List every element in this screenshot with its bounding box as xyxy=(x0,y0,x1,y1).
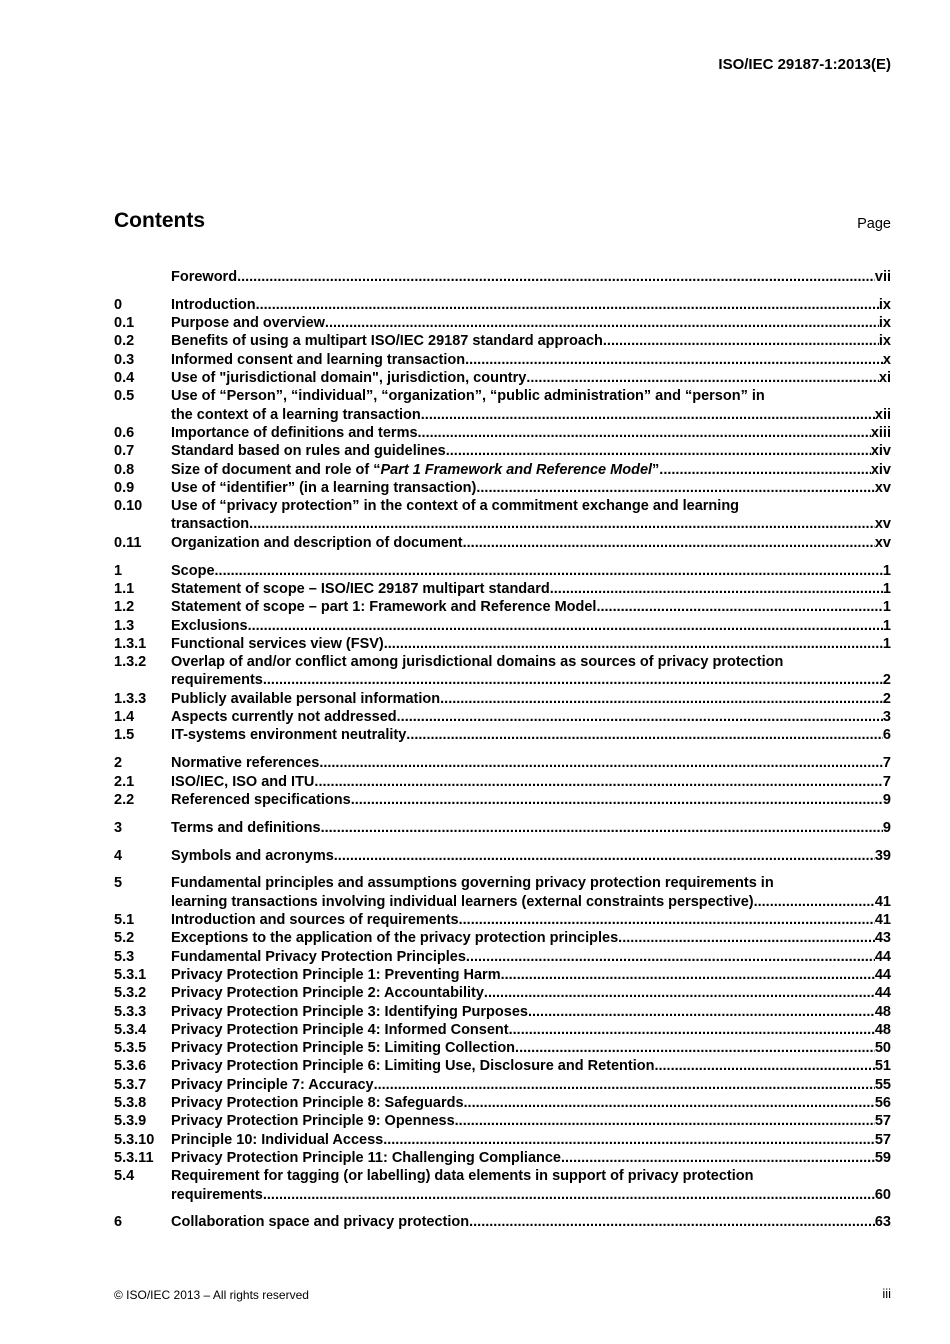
toc-dot-leader xyxy=(256,296,879,314)
toc-entry-number: 5.1 xyxy=(114,912,135,929)
toc-entry-page: x xyxy=(882,351,891,368)
toc-entry-number: 5.3.5 xyxy=(114,1040,147,1057)
toc-entry-number: 6 xyxy=(114,1214,123,1231)
toc-entry-page: 43 xyxy=(874,930,891,947)
toc-entry-number: 2 xyxy=(114,755,123,772)
toc-entry-page: 6 xyxy=(882,727,891,744)
toc-dot-leader xyxy=(509,1021,875,1039)
toc-dot-leader xyxy=(351,791,883,809)
toc-entry-title: Normative references xyxy=(171,755,320,772)
toc-entry-title: Symbols and acronyms xyxy=(171,847,334,864)
toc-entry-page: 48 xyxy=(874,1021,891,1038)
toc-entry-page: 57 xyxy=(874,1131,891,1148)
toc-entry[interactable] xyxy=(114,1167,891,1204)
toc-entry[interactable] xyxy=(114,479,891,497)
toc-dot-leader xyxy=(421,406,875,424)
toc-entry[interactable] xyxy=(114,754,891,772)
toc-entry-number: 2.1 xyxy=(114,773,135,790)
toc-entry-title: Privacy Protection Principle 4: Informed Consent xyxy=(171,1021,509,1038)
toc-entry-number: 1.3.2 xyxy=(114,654,147,671)
toc-dot-leader xyxy=(384,635,883,653)
toc-entry-title: Principle 10: Individual Access xyxy=(171,1131,384,1148)
toc-entry-page: 44 xyxy=(874,948,891,965)
toc-dot-leader xyxy=(418,424,871,442)
toc-dot-leader xyxy=(469,1213,875,1231)
toc-entry-page: xi xyxy=(878,370,891,387)
toc-dot-leader xyxy=(526,369,879,387)
toc-entry-number: 5.3.6 xyxy=(114,1058,147,1075)
toc-entry[interactable] xyxy=(114,369,891,387)
toc-entry-number: 5.4 xyxy=(114,1168,135,1185)
toc-entry[interactable] xyxy=(114,314,891,332)
toc-entry-number: 0.3 xyxy=(114,351,135,368)
toc-entry-page: 57 xyxy=(874,1113,891,1130)
toc-entry-page: 44 xyxy=(874,966,891,983)
toc-dot-leader xyxy=(334,847,875,865)
table-of-contents xyxy=(114,268,891,1232)
toc-entry-title: Introduction xyxy=(171,296,256,313)
toc-entry-page: 9 xyxy=(882,819,891,836)
toc-entry-title: Use of “identifier” (in a learning transaction) xyxy=(171,479,477,496)
toc-entry-number: 3 xyxy=(114,819,123,836)
toc-entry[interactable] xyxy=(114,847,891,865)
toc-entry-title: Standard based on rules and guidelines xyxy=(171,443,446,460)
toc-entry-title: transaction xyxy=(171,516,250,533)
toc-dot-leader xyxy=(561,1149,875,1167)
toc-dot-leader xyxy=(249,515,875,533)
toc-entry-page: 55 xyxy=(874,1076,891,1093)
toc-entry-title: Privacy Protection Principle 11: Challenging Compliance xyxy=(171,1149,561,1166)
toc-entry-title: learning transactions involving individual learners (external constraints perspective) xyxy=(171,893,754,910)
toc-entry[interactable] xyxy=(114,598,891,616)
toc-entry-page: 3 xyxy=(882,709,891,726)
toc-entry[interactable] xyxy=(114,1094,891,1112)
toc-entry-page: xii xyxy=(874,406,891,423)
page-column-label: Page xyxy=(857,216,891,232)
toc-entry[interactable] xyxy=(114,268,891,286)
toc-entry-title: Size of document and role of “Part 1 Framework and Reference Model” xyxy=(171,461,660,478)
toc-entry[interactable] xyxy=(114,984,891,1002)
toc-entry[interactable] xyxy=(114,874,891,911)
toc-entry-number: 0.5 xyxy=(114,388,135,405)
toc-dot-leader xyxy=(237,268,875,286)
toc-dot-leader xyxy=(325,314,879,332)
toc-entry-title: Privacy Principle 7: Accuracy xyxy=(171,1076,374,1093)
toc-entry-number: 0 xyxy=(114,296,123,313)
toc-entry-title: Privacy Protection Principle 1: Preventing Harm xyxy=(171,966,501,983)
toc-entry-title: Importance of definitions and terms xyxy=(171,424,418,441)
toc-entry[interactable] xyxy=(114,387,891,424)
toc-entry-title: Collaboration space and privacy protection xyxy=(171,1214,470,1231)
toc-entry-title: Foreword xyxy=(171,269,238,285)
toc-entry-page: ix xyxy=(878,296,891,313)
toc-entry-number: 5.3 xyxy=(114,948,135,965)
toc-entry-title: Scope xyxy=(171,562,215,579)
toc-dot-leader xyxy=(466,948,875,966)
toc-entry[interactable] xyxy=(114,819,891,837)
toc-dot-leader xyxy=(406,726,883,744)
toc-entry[interactable] xyxy=(114,296,891,314)
toc-entry-number: 5.3.7 xyxy=(114,1076,147,1093)
toc-entry-number: 1.3.3 xyxy=(114,690,147,707)
toc-entry[interactable] xyxy=(114,1131,891,1149)
toc-entry-page: 7 xyxy=(882,773,891,790)
toc-entry-page: 48 xyxy=(874,1003,891,1020)
toc-entry-page: xv xyxy=(874,534,891,551)
toc-entry[interactable] xyxy=(114,1039,891,1057)
toc-entry[interactable] xyxy=(114,1057,891,1075)
toc-entry-number: 0.11 xyxy=(114,534,142,551)
toc-entry-number: 1.5 xyxy=(114,727,135,744)
toc-entry-page: 44 xyxy=(874,985,891,1002)
toc-entry-page: 1 xyxy=(882,635,891,652)
toc-entry-title-line: Requirement for tagging (or labelling) data elements in support of privacy protection xyxy=(171,1168,754,1185)
toc-dot-leader xyxy=(618,929,875,947)
toc-entry-page: 56 xyxy=(874,1095,891,1112)
toc-entry-title: Terms and definitions xyxy=(171,819,321,836)
toc-entry[interactable] xyxy=(114,562,891,580)
toc-entry-page: 1 xyxy=(882,599,891,616)
toc-entry-title-line: Fundamental principles and assumptions governing privacy protection requirements in xyxy=(171,875,774,892)
toc-entry-number: 0.10 xyxy=(114,498,143,515)
toc-entry-title: Exclusions xyxy=(171,617,248,634)
toc-entry[interactable] xyxy=(114,690,891,708)
toc-entry-number: 5.3.9 xyxy=(114,1113,147,1130)
toc-entry-number: 0.8 xyxy=(114,461,135,478)
toc-dot-leader xyxy=(464,1094,875,1112)
toc-entry-title: Statement of scope – ISO/IEC 29187 multipart standard xyxy=(171,580,550,597)
toc-entry-title-line: Overlap of and/or conflict among jurisdictional domains as sources of privacy protection xyxy=(171,654,784,671)
toc-entry-page: 9 xyxy=(882,791,891,808)
toc-dot-leader xyxy=(515,1039,875,1057)
toc-entry[interactable] xyxy=(114,534,891,552)
toc-entry-page: 2 xyxy=(882,690,891,707)
toc-entry-number: 5.3.4 xyxy=(114,1021,147,1038)
toc-entry[interactable] xyxy=(114,791,891,809)
toc-dot-leader xyxy=(248,617,883,635)
toc-dot-leader xyxy=(484,984,875,1002)
toc-entry-page: 2 xyxy=(882,672,891,689)
copyright-notice: © ISO/IEC 2013 – All rights reserved xyxy=(114,1288,309,1302)
toc-entry-title: the context of a learning transaction xyxy=(171,406,421,423)
toc-entry-number: 5.3.10 xyxy=(114,1131,155,1148)
toc-entry-title: Privacy Protection Principle 3: Identifying Purposes xyxy=(171,1003,528,1020)
toc-entry-title: Functional services view (FSV) xyxy=(171,635,384,652)
toc-dot-leader xyxy=(374,1076,875,1094)
toc-entry-number xyxy=(114,268,171,286)
page-number: iii xyxy=(882,1286,891,1301)
toc-dot-leader xyxy=(476,479,875,497)
toc-dot-leader xyxy=(215,562,883,580)
toc-entry[interactable] xyxy=(114,929,891,947)
toc-entry-page: 1 xyxy=(882,562,891,579)
toc-dot-leader xyxy=(550,580,883,598)
toc-entry-page: 60 xyxy=(874,1186,891,1203)
toc-entry-number: 4 xyxy=(114,847,123,864)
toc-entry-number: 5.3.3 xyxy=(114,1003,147,1020)
toc-entry-number: 0.7 xyxy=(114,443,135,460)
toc-entry-title: requirements xyxy=(171,672,263,689)
toc-entry-page: 39 xyxy=(874,847,891,864)
toc-entry[interactable] xyxy=(114,726,891,744)
toc-entry-number: 5.2 xyxy=(114,930,135,947)
toc-entry-number: 0.9 xyxy=(114,479,135,496)
toc-entry-number: 0.2 xyxy=(114,333,135,350)
toc-entry-page: 7 xyxy=(882,755,891,772)
toc-dot-leader xyxy=(263,1186,875,1204)
toc-dot-leader xyxy=(459,911,875,929)
contents-heading: Contents xyxy=(114,209,205,232)
toc-entry[interactable] xyxy=(114,1149,891,1167)
toc-entry-number: 1 xyxy=(114,562,123,579)
toc-dot-leader xyxy=(397,708,883,726)
toc-entry-number: 5 xyxy=(114,875,123,892)
toc-entry-page: vii xyxy=(874,269,891,285)
toc-entry[interactable] xyxy=(114,1003,891,1021)
toc-entry-number: 0.6 xyxy=(114,424,135,441)
toc-dot-leader xyxy=(603,332,879,350)
toc-entry-page: 1 xyxy=(882,617,891,634)
toc-dot-leader xyxy=(463,534,875,552)
toc-entry[interactable] xyxy=(114,653,891,690)
toc-entry-title: Privacy Protection Principle 5: Limiting Collection xyxy=(171,1040,516,1057)
toc-entry[interactable] xyxy=(114,948,891,966)
toc-dot-leader xyxy=(659,461,871,479)
toc-entry-title: Introduction and sources of requirements xyxy=(171,912,459,929)
toc-entry-title: Statement of scope – part 1: Framework and Reference Model xyxy=(171,599,597,616)
toc-entry[interactable] xyxy=(114,1076,891,1094)
toc-entry[interactable] xyxy=(114,773,891,791)
toc-entry[interactable] xyxy=(114,1021,891,1039)
toc-entry[interactable] xyxy=(114,911,891,929)
toc-dot-leader xyxy=(754,893,875,911)
toc-entry-title: Privacy Protection Principle 8: Safeguards xyxy=(171,1095,464,1112)
toc-entry-title: Benefits of using a multipart ISO/IEC 29187 standard approach xyxy=(171,333,603,350)
toc-entry-title: Aspects currently not addressed xyxy=(171,709,397,726)
toc-entry[interactable] xyxy=(114,1213,891,1231)
toc-dot-leader xyxy=(446,442,871,460)
toc-entry-title: requirements xyxy=(171,1186,263,1203)
toc-entry-title: Organization and description of document xyxy=(171,534,463,551)
toc-entry-title: Referenced specifications xyxy=(171,791,351,808)
toc-entry[interactable] xyxy=(114,635,891,653)
toc-entry-page: ix xyxy=(878,333,891,350)
toc-entry-page: 59 xyxy=(874,1149,891,1166)
toc-entry-title: Purpose and overview xyxy=(171,315,325,332)
toc-dot-leader xyxy=(321,819,883,837)
toc-entry-title: Privacy Protection Principle 6: Limiting Use, Disclosure and Retention xyxy=(171,1058,655,1075)
toc-entry-page: xv xyxy=(874,479,891,496)
toc-dot-leader xyxy=(263,671,883,689)
toc-entry[interactable] xyxy=(114,617,891,635)
toc-entry-title: Informed consent and learning transaction xyxy=(171,351,466,368)
toc-dot-leader xyxy=(314,773,883,791)
toc-entry-page: xiii xyxy=(870,424,891,441)
toc-entry[interactable] xyxy=(114,351,891,369)
toc-entry-title: IT-systems environment neutrality xyxy=(171,727,407,744)
toc-entry[interactable] xyxy=(114,497,891,534)
toc-entry[interactable] xyxy=(114,1112,891,1130)
document-id: ISO/IEC 29187-1:2013(E) xyxy=(718,56,891,73)
toc-entry-title: Exceptions to the application of the privacy protection principles xyxy=(171,930,619,947)
toc-entry-title: ISO/IEC, ISO and ITU xyxy=(171,773,315,790)
toc-entry-page: 41 xyxy=(874,912,891,929)
toc-dot-leader xyxy=(455,1112,875,1130)
toc-entry[interactable] xyxy=(114,332,891,350)
toc-dot-leader xyxy=(465,351,883,369)
toc-entry-number: 0.1 xyxy=(114,315,135,332)
toc-entry[interactable] xyxy=(114,442,891,460)
toc-entry-page: 51 xyxy=(874,1058,891,1075)
toc-entry-title: Fundamental Privacy Protection Principles xyxy=(171,948,466,965)
toc-entry-title: Publicly available personal information xyxy=(171,690,441,707)
toc-entry-page: xiv xyxy=(870,443,891,460)
toc-entry-page: 50 xyxy=(874,1040,891,1057)
toc-entry-number: 5.3.8 xyxy=(114,1095,147,1112)
toc-entry[interactable] xyxy=(114,461,891,479)
toc-entry-number: 1.4 xyxy=(114,709,135,726)
toc-entry[interactable] xyxy=(114,580,891,598)
toc-entry-number: 5.3.11 xyxy=(114,1149,154,1166)
toc-entry-number: 1.3.1 xyxy=(114,635,147,652)
toc-entry-title: Privacy Protection Principle 9: Openness xyxy=(171,1113,455,1130)
toc-entry-page: xv xyxy=(874,516,891,533)
toc-entry-number: 1.3 xyxy=(114,617,135,634)
toc-entry-number: 2.2 xyxy=(114,791,135,808)
toc-entry[interactable] xyxy=(114,424,891,442)
toc-dot-leader xyxy=(528,1003,875,1021)
toc-entry-number: 1.1 xyxy=(114,580,135,597)
toc-entry-title-line: Use of “Person”, “individual”, “organization”, “public administration” and “person” in xyxy=(171,388,765,405)
toc-entry-page: 1 xyxy=(882,580,891,597)
toc-dot-leader xyxy=(440,690,883,708)
toc-entry[interactable] xyxy=(114,708,891,726)
toc-entry-page: ix xyxy=(878,315,891,332)
toc-dot-leader xyxy=(383,1131,875,1149)
toc-dot-leader xyxy=(596,598,882,616)
toc-entry-page: 41 xyxy=(874,893,891,910)
toc-entry-page: xiv xyxy=(870,461,891,478)
toc-entry-title: Use of "jurisdictional domain", jurisdiction, country xyxy=(171,370,527,387)
toc-entry-number: 1.2 xyxy=(114,599,135,616)
toc-entry-title-line: Use of “privacy protection” in the context of a commitment exchange and learning xyxy=(171,498,740,515)
toc-dot-leader xyxy=(501,966,875,984)
toc-entry-page: 63 xyxy=(874,1214,891,1231)
toc-entry-number: 5.3.2 xyxy=(114,985,147,1002)
toc-dot-leader xyxy=(654,1057,874,1075)
toc-entry-number: 0.4 xyxy=(114,370,135,387)
toc-dot-leader xyxy=(319,754,883,772)
toc-entry[interactable] xyxy=(114,966,891,984)
toc-entry-number: 5.3.1 xyxy=(114,966,147,983)
toc-entry-title: Privacy Protection Principle 2: Accountability xyxy=(171,985,484,1002)
